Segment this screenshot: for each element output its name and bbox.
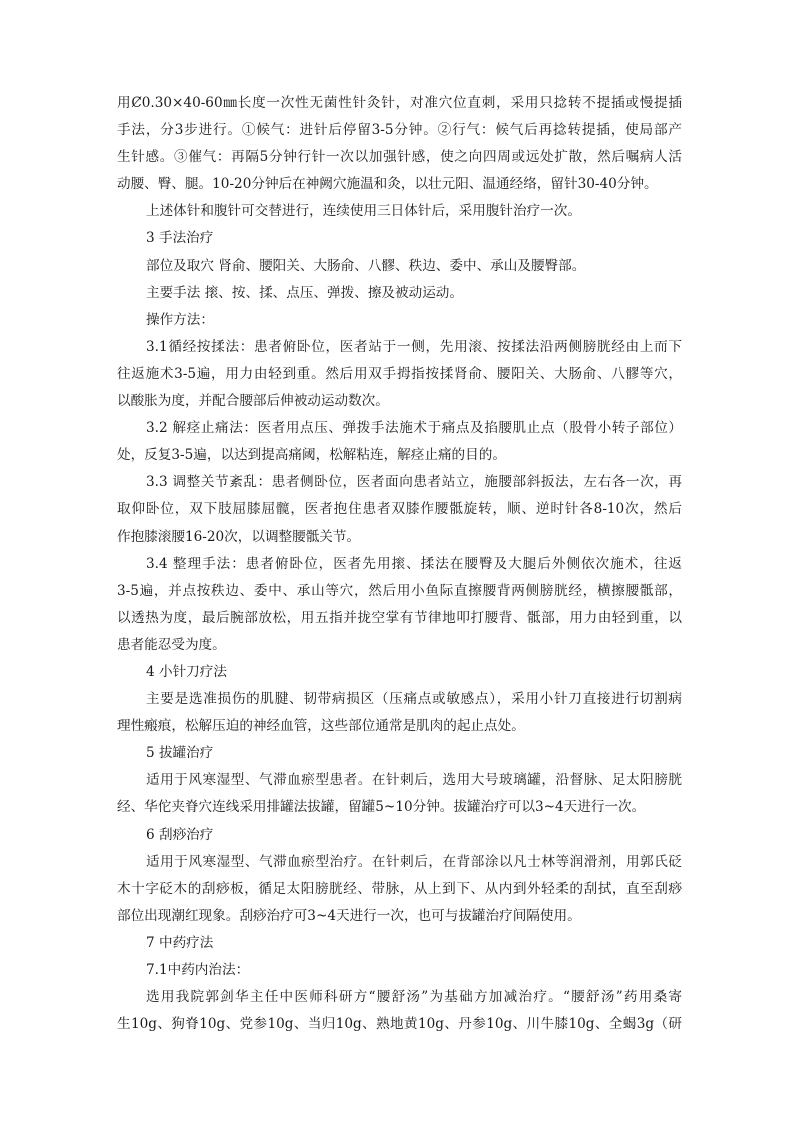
text-line: 3-5遍，并点按秩边、委中、承山等穴，然后用小鱼际直擦腰背两侧膀胱经，横擦腰骶部， <box>117 582 682 599</box>
text-line: 3 手法治疗 <box>146 230 214 247</box>
text-line: 作抱膝滚腰16-20次，以调整腰骶关节。 <box>117 528 361 545</box>
text-line: 主要手法 㨰、按、揉、点压、弹拨、擦及被动运动。 <box>146 284 463 301</box>
text-line: 以透热为度，最后腕部放松，用五指并拢空掌有节律地叩打腰背、骶部，用力由轻到重，以 <box>117 609 682 626</box>
text-line: 上述体针和腹针可交替进行，连续使用三日体针后，采用腹针治疗一次。 <box>146 203 581 220</box>
text-line: 7 中药疗法 <box>146 934 214 951</box>
text-line: 用Ȼ0.30×40-60㎜长度一次性无菌性针灸针，对准穴位直刺，采用只捻转不提插或慢提插 <box>117 95 682 111</box>
text-line: 3.2 解痉止痛法：医者用点压、弹拨手法施术于痛点及掐腰肌止点（股骨小转子部位） <box>146 420 682 437</box>
text-line: 部位出现潮红现象。刮痧治疗可3~4天进行一次，也可与拔罐治疗间隔使用。 <box>117 907 581 924</box>
text-line: 7.1中药内治法： <box>146 962 250 978</box>
text-line: 生10g、狗脊10g、党参10g、当归10g、熟地黄10g、丹参10g、川牛膝10g、全蝎3g（研 <box>117 1016 682 1033</box>
text-line: 往返施术3-5遍，用力由轻到重。然后用双手拇指按揉肾俞、腰阳关、大肠俞、八髎等穴， <box>117 365 682 382</box>
text-line: 3.3 调整关节紊乱：患者侧卧位，医者面向患者站立，施腰部斜扳法，左右各一次，再 <box>146 474 682 491</box>
text-line: 主要是选准损伤的肌腱、韧带病损区（压痛点或敏感点），采用小针刀直接进行切割病 <box>146 691 682 708</box>
text-line: 取仰卧位，双下肢屈膝屈髋，医者抱住患者双膝作腰骶旋转，顺、逆时针各8-10次，然后 <box>117 501 682 518</box>
text-line: 适用于风寒湿型、气滞血瘀型治疗。在针刺后，在背部涂以凡士林等润滑剂，用郭氏砭 <box>146 853 682 870</box>
text-line: 5 拔罐治疗 <box>146 745 214 762</box>
text-line: 3.4 整理手法：患者俯卧位，医者先用㨰、揉法在腰臀及大腿后外侧依次施术，往返 <box>146 555 682 572</box>
body-text <box>117 90 682 1038</box>
text-line: 动腰、臀、腿。10-20分钟后在神阙穴施温和灸，以壮元阳、温通经络，留针30-40分钟。 <box>117 176 658 193</box>
text-line: 以酸胀为度，并配合腰部后伸被动运动数次。 <box>117 393 389 410</box>
text-line: 选用我院郭剑华主任中医师科研方“腰舒汤”为基础方加减治疗。“腰舒汤”药用桑寄 <box>146 989 682 1006</box>
text-line: 经、华佗夹脊穴连线采用排罐法拔罐，留罐5~10分钟。拔罐治疗可以3~4天进行一次。 <box>117 799 646 816</box>
text-line: 适用于风寒湿型、气滞血瘀型患者。在针刺后，选用大号玻璃罐，沿督脉、足太阳膀胱 <box>146 772 682 789</box>
text-line: 木十字砭木的刮痧板，循足太阳膀胱经、带脉，从上到下、从内到外轻柔的刮拭，直至刮痧 <box>117 880 682 897</box>
text-line: 操作方法： <box>146 311 214 328</box>
text-line: 患者能忍受为度。 <box>117 636 226 653</box>
text-line: 3.1循经按揉法：患者俯卧位，医者站于一侧，先用滚、按揉法沿两侧膀胱经由上而下 <box>146 338 682 355</box>
text-line: 手法，分3步进行。①候气：进针后停留3-5分钟。②行气：候气后再捻转提插，使局部产 <box>117 122 682 139</box>
text-line: 4 小针刀疗法 <box>146 663 227 680</box>
text-line: 生针感。③催气：再隔5分钟行针一次以加强针感，使之向四周或远处扩散，然后嘱病人活 <box>117 149 682 166</box>
text-line: 处，反复3-5遍，以达到提高痛阈，松解粘连，解痉止痛的目的。 <box>117 447 506 464</box>
text-line: 理性瘢痕，松解压迫的神经血管，这些部位通常是肌肉的起止点处。 <box>117 718 525 735</box>
text-line: 部位及取穴 肾俞、腰阳关、大肠俞、八髎、秩边、委中、承山及腰臀部。 <box>146 257 586 274</box>
text-line: 6 刮痧治疗 <box>146 826 214 843</box>
